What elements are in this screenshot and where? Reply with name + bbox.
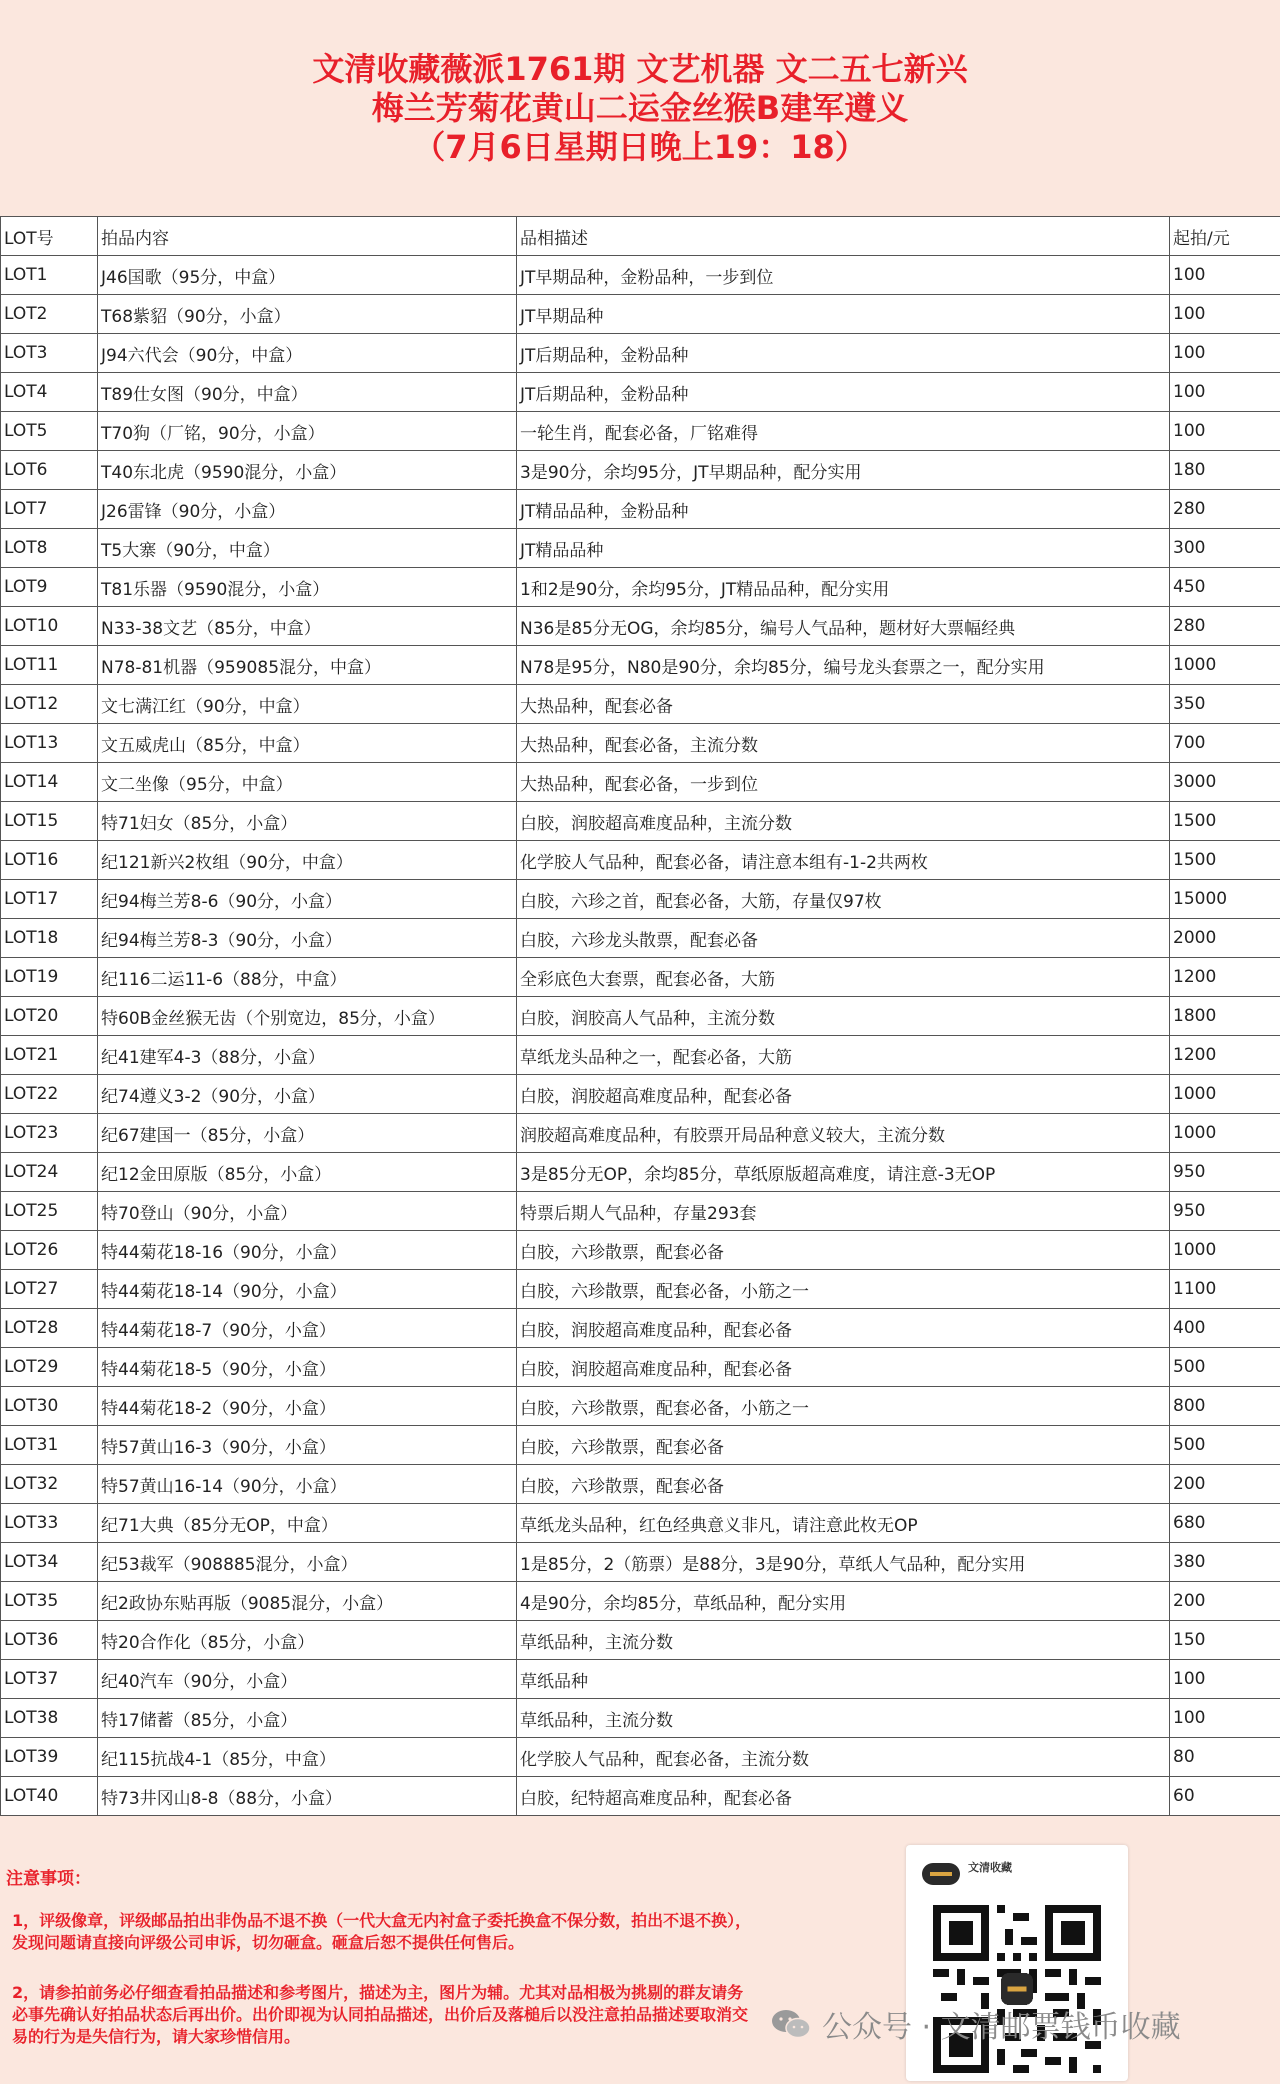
condition-cell: 白胶，六珍散票，配套必备 bbox=[517, 1426, 1170, 1465]
start-price-cell: 400 bbox=[1170, 1309, 1280, 1348]
table-row bbox=[1, 568, 1280, 607]
condition-cell: 3是85分无OP，余均85分，草纸原版超高难度，请注意-3无OP bbox=[517, 1153, 1170, 1192]
title-line-3: （7月6日星期日晚上19：18） bbox=[413, 128, 867, 166]
lot-number-cell: LOT16 bbox=[1, 841, 98, 880]
qr-code-icon bbox=[933, 1905, 1101, 2073]
table-row bbox=[1, 1777, 1280, 1816]
lot-number-cell: LOT30 bbox=[1, 1387, 98, 1426]
condition-cell: 大热品种，配套必备，主流分数 bbox=[517, 724, 1170, 763]
table-header-row bbox=[1, 217, 1280, 256]
start-price-cell: 100 bbox=[1170, 1660, 1280, 1699]
item-cell: T89仕女图（90分，中盒） bbox=[98, 373, 517, 412]
condition-cell: 全彩底色大套票，配套必备，大筋 bbox=[517, 958, 1170, 997]
item-cell: T68紫貂（90分，小盒） bbox=[98, 295, 517, 334]
table-row bbox=[1, 1426, 1280, 1465]
item-cell: 纪40汽车（90分，小盒） bbox=[98, 1660, 517, 1699]
item-cell: 纪116二运11-6（88分，中盒） bbox=[98, 958, 517, 997]
table-row bbox=[1, 1192, 1280, 1231]
header-banner bbox=[0, 0, 1280, 216]
item-cell: J26雷锋（90分，小盒） bbox=[98, 490, 517, 529]
start-price-cell: 1000 bbox=[1170, 1075, 1280, 1114]
table-row bbox=[1, 919, 1280, 958]
start-price-cell: 1000 bbox=[1170, 1114, 1280, 1153]
watermark bbox=[770, 2006, 1181, 2045]
start-price-cell: 2000 bbox=[1170, 919, 1280, 958]
table-row bbox=[1, 1309, 1280, 1348]
header-item: 拍品内容 bbox=[98, 217, 517, 256]
lot-number-cell: LOT9 bbox=[1, 568, 98, 607]
item-cell: N78-81机器（959085混分，中盒） bbox=[98, 646, 517, 685]
lot-number-cell: LOT13 bbox=[1, 724, 98, 763]
table-row bbox=[1, 1036, 1280, 1075]
lot-number-cell: LOT11 bbox=[1, 646, 98, 685]
item-cell: 纪94梅兰芳8-6（90分，小盒） bbox=[98, 880, 517, 919]
start-price-cell: 950 bbox=[1170, 1153, 1280, 1192]
lot-number-cell: LOT1 bbox=[1, 256, 98, 295]
condition-cell: 白胶，润胶高人气品种，主流分数 bbox=[517, 997, 1170, 1036]
header-condition: 品相描述 bbox=[517, 217, 1170, 256]
item-cell: 特70登山（90分，小盒） bbox=[98, 1192, 517, 1231]
item-cell: 特73井冈山8-8（88分，小盒） bbox=[98, 1777, 517, 1816]
item-cell: 纪67建国一（85分，小盒） bbox=[98, 1114, 517, 1153]
table-row bbox=[1, 373, 1280, 412]
lot-number-cell: LOT24 bbox=[1, 1153, 98, 1192]
start-price-cell: 100 bbox=[1170, 256, 1280, 295]
table-row bbox=[1, 1738, 1280, 1777]
start-price-cell: 680 bbox=[1170, 1504, 1280, 1543]
lot-number-cell: LOT40 bbox=[1, 1777, 98, 1816]
lot-number-cell: LOT6 bbox=[1, 451, 98, 490]
header-start-price: 起拍/元 bbox=[1170, 217, 1280, 256]
start-price-cell: 1200 bbox=[1170, 958, 1280, 997]
table-row bbox=[1, 1270, 1280, 1309]
condition-cell: 化学胶人气品种，配套必备，主流分数 bbox=[517, 1738, 1170, 1777]
lot-table bbox=[0, 216, 1280, 1816]
condition-cell: 白胶，润胶超高难度品种，主流分数 bbox=[517, 802, 1170, 841]
item-cell: 特44菊花18-2（90分，小盒） bbox=[98, 1387, 517, 1426]
item-cell: 特57黄山16-3（90分，小盒） bbox=[98, 1426, 517, 1465]
start-price-cell: 1800 bbox=[1170, 997, 1280, 1036]
qr-card-name: 文清收藏 bbox=[968, 1861, 1012, 1874]
lot-number-cell: LOT3 bbox=[1, 334, 98, 373]
lot-number-cell: LOT26 bbox=[1, 1231, 98, 1270]
condition-cell: 3是90分，余均95分，JT早期品种，配分实用 bbox=[517, 451, 1170, 490]
start-price-cell: 1000 bbox=[1170, 646, 1280, 685]
condition-cell: JT精品品种 bbox=[517, 529, 1170, 568]
start-price-cell: 100 bbox=[1170, 295, 1280, 334]
start-price-cell: 15000 bbox=[1170, 880, 1280, 919]
notes-title: 注意事项： bbox=[6, 1869, 91, 1889]
lot-number-cell: LOT29 bbox=[1, 1348, 98, 1387]
lot-number-cell: LOT22 bbox=[1, 1075, 98, 1114]
condition-cell: N36是85分无OG，余均85分，编号人气品种，题材好大票幅经典 bbox=[517, 607, 1170, 646]
note-item: 2，请参拍前务必仔细查看拍品描述和参考图片，描述为主，图片为辅。尤其对品相极为挑剔的群友请务必事先确认好拍品状态后再出价。出价即视为认同拍品描述，出价后及落槌后以没注意拍品描述要取消交易的行为是失信行为，请大家珍惜信用。 bbox=[12, 1983, 749, 2046]
header-lot-number: LOT号 bbox=[1, 217, 98, 256]
item-cell: 纪53裁军（908885混分，小盒） bbox=[98, 1543, 517, 1582]
lot-number-cell: LOT2 bbox=[1, 295, 98, 334]
item-cell: T70狗（厂铭，90分，小盒） bbox=[98, 412, 517, 451]
lot-table-body bbox=[1, 256, 1280, 1816]
table-row bbox=[1, 1153, 1280, 1192]
condition-cell: 化学胶人气品种，配套必备，请注意本组有-1-2共两枚 bbox=[517, 841, 1170, 880]
lot-number-cell: LOT25 bbox=[1, 1192, 98, 1231]
start-price-cell: 500 bbox=[1170, 1426, 1280, 1465]
start-price-cell: 950 bbox=[1170, 1192, 1280, 1231]
table-row bbox=[1, 646, 1280, 685]
item-cell: J94六代会（90分，中盒） bbox=[98, 334, 517, 373]
table-row bbox=[1, 1621, 1280, 1660]
lot-number-cell: LOT20 bbox=[1, 997, 98, 1036]
lot-number-cell: LOT39 bbox=[1, 1738, 98, 1777]
start-price-cell: 800 bbox=[1170, 1387, 1280, 1426]
wechat-icon bbox=[770, 2008, 812, 2040]
table-row bbox=[1, 1387, 1280, 1426]
lot-number-cell: LOT32 bbox=[1, 1465, 98, 1504]
table-row bbox=[1, 1699, 1280, 1738]
lot-number-cell: LOT27 bbox=[1, 1270, 98, 1309]
lot-number-cell: LOT33 bbox=[1, 1504, 98, 1543]
item-cell: 纪121新兴2枚组（90分，中盒） bbox=[98, 841, 517, 880]
start-price-cell: 180 bbox=[1170, 451, 1280, 490]
start-price-cell: 1000 bbox=[1170, 1231, 1280, 1270]
lot-number-cell: LOT18 bbox=[1, 919, 98, 958]
start-price-cell: 300 bbox=[1170, 529, 1280, 568]
item-cell: 纪115抗战4-1（85分，中盒） bbox=[98, 1738, 517, 1777]
item-cell: 纪71大典（85分无OP，中盒） bbox=[98, 1504, 517, 1543]
start-price-cell: 1500 bbox=[1170, 841, 1280, 880]
condition-cell: 草纸品种，主流分数 bbox=[517, 1621, 1170, 1660]
table-row bbox=[1, 412, 1280, 451]
lot-number-cell: LOT28 bbox=[1, 1309, 98, 1348]
item-cell: 特17储蓄（85分，小盒） bbox=[98, 1699, 517, 1738]
item-cell: 文七满江红（90分，中盒） bbox=[98, 685, 517, 724]
item-cell: 纪41建军4-3（88分，小盒） bbox=[98, 1036, 517, 1075]
table-row bbox=[1, 958, 1280, 997]
start-price-cell: 1500 bbox=[1170, 802, 1280, 841]
condition-cell: 大热品种，配套必备 bbox=[517, 685, 1170, 724]
condition-cell: JT早期品种，金粉品种，一步到位 bbox=[517, 256, 1170, 295]
table-row bbox=[1, 1504, 1280, 1543]
title-line-2: 梅兰芳菊花黄山二运金丝猴B建军遵义 bbox=[371, 89, 909, 127]
item-cell: 特57黄山16-14（90分，小盒） bbox=[98, 1465, 517, 1504]
condition-cell: 白胶，六珍散票，配套必备 bbox=[517, 1231, 1170, 1270]
item-cell: 特44菊花18-14（90分，小盒） bbox=[98, 1270, 517, 1309]
item-cell: J46国歌（95分，中盒） bbox=[98, 256, 517, 295]
start-price-cell: 200 bbox=[1170, 1465, 1280, 1504]
start-price-cell: 100 bbox=[1170, 373, 1280, 412]
lot-number-cell: LOT14 bbox=[1, 763, 98, 802]
condition-cell: 白胶，六珍散票，配套必备 bbox=[517, 1465, 1170, 1504]
lot-number-cell: LOT8 bbox=[1, 529, 98, 568]
table-row bbox=[1, 295, 1280, 334]
item-cell: 纪74遵义3-2（90分，小盒） bbox=[98, 1075, 517, 1114]
lot-number-cell: LOT37 bbox=[1, 1660, 98, 1699]
start-price-cell: 1100 bbox=[1170, 1270, 1280, 1309]
table-row bbox=[1, 529, 1280, 568]
table-row bbox=[1, 802, 1280, 841]
title-line-1: 文清收藏薇派1761期 文艺机器 文二五七新兴 bbox=[312, 50, 968, 88]
item-cell: T40东北虎（9590混分，小盒） bbox=[98, 451, 517, 490]
condition-cell: 草纸品种 bbox=[517, 1660, 1170, 1699]
start-price-cell: 100 bbox=[1170, 412, 1280, 451]
lot-number-cell: LOT36 bbox=[1, 1621, 98, 1660]
table-row bbox=[1, 1582, 1280, 1621]
start-price-cell: 60 bbox=[1170, 1777, 1280, 1816]
condition-cell: 一轮生肖，配套必备，厂铭难得 bbox=[517, 412, 1170, 451]
table-row bbox=[1, 451, 1280, 490]
table-row bbox=[1, 685, 1280, 724]
lot-number-cell: LOT17 bbox=[1, 880, 98, 919]
table-row bbox=[1, 880, 1280, 919]
lot-number-cell: LOT12 bbox=[1, 685, 98, 724]
notes-section bbox=[0, 1816, 1280, 2084]
table-row bbox=[1, 724, 1280, 763]
table-row bbox=[1, 763, 1280, 802]
condition-cell: 大热品种，配套必备，一步到位 bbox=[517, 763, 1170, 802]
table-row bbox=[1, 1660, 1280, 1699]
condition-cell: 1是85分，2（筋票）是88分，3是90分，草纸人气品种，配分实用 bbox=[517, 1543, 1170, 1582]
item-cell: 特44菊花18-7（90分，小盒） bbox=[98, 1309, 517, 1348]
item-cell: 特20合作化（85分，小盒） bbox=[98, 1621, 517, 1660]
lot-number-cell: LOT34 bbox=[1, 1543, 98, 1582]
condition-cell: 白胶，润胶超高难度品种，配套必备 bbox=[517, 1348, 1170, 1387]
lot-number-cell: LOT35 bbox=[1, 1582, 98, 1621]
start-price-cell: 150 bbox=[1170, 1621, 1280, 1660]
condition-cell: 润胶超高难度品种，有胶票开局品种意义较大，主流分数 bbox=[517, 1114, 1170, 1153]
start-price-cell: 380 bbox=[1170, 1543, 1280, 1582]
start-price-cell: 80 bbox=[1170, 1738, 1280, 1777]
start-price-cell: 500 bbox=[1170, 1348, 1280, 1387]
page-title bbox=[0, 50, 1280, 167]
item-cell: 纪94梅兰芳8-3（90分，小盒） bbox=[98, 919, 517, 958]
table-row bbox=[1, 1348, 1280, 1387]
condition-cell: 白胶，六珍散票，配套必备，小筋之一 bbox=[517, 1270, 1170, 1309]
item-cell: 纪12金田原版（85分，小盒） bbox=[98, 1153, 517, 1192]
start-price-cell: 1200 bbox=[1170, 1036, 1280, 1075]
start-price-cell: 200 bbox=[1170, 1582, 1280, 1621]
table-row bbox=[1, 1231, 1280, 1270]
condition-cell: 白胶，纪特超高难度品种，配套必备 bbox=[517, 1777, 1170, 1816]
condition-cell: JT早期品种 bbox=[517, 295, 1170, 334]
condition-cell: 白胶，六珍龙头散票，配套必备 bbox=[517, 919, 1170, 958]
lot-number-cell: LOT10 bbox=[1, 607, 98, 646]
condition-cell: 白胶，六珍散票，配套必备，小筋之一 bbox=[517, 1387, 1170, 1426]
table-row bbox=[1, 1114, 1280, 1153]
start-price-cell: 280 bbox=[1170, 490, 1280, 529]
item-cell: 特60B金丝猴无齿（个别宽边，85分，小盒） bbox=[98, 997, 517, 1036]
item-cell: 特44菊花18-16（90分，小盒） bbox=[98, 1231, 517, 1270]
item-cell: 特71妇女（85分，小盒） bbox=[98, 802, 517, 841]
start-price-cell: 3000 bbox=[1170, 763, 1280, 802]
start-price-cell: 280 bbox=[1170, 607, 1280, 646]
condition-cell: JT精品品种，金粉品种 bbox=[517, 490, 1170, 529]
condition-cell: 4是90分，余均85分，草纸品种，配分实用 bbox=[517, 1582, 1170, 1621]
condition-cell: 特票后期人气品种，存量293套 bbox=[517, 1192, 1170, 1231]
item-cell: 文二坐像（95分，中盒） bbox=[98, 763, 517, 802]
condition-cell: 草纸品种，主流分数 bbox=[517, 1699, 1170, 1738]
condition-cell: 白胶，润胶超高难度品种，配套必备 bbox=[517, 1309, 1170, 1348]
condition-cell: 草纸龙头品种之一，配套必备，大筋 bbox=[517, 1036, 1170, 1075]
table-row bbox=[1, 1075, 1280, 1114]
table-row bbox=[1, 841, 1280, 880]
table-row bbox=[1, 256, 1280, 295]
start-price-cell: 100 bbox=[1170, 334, 1280, 373]
item-cell: 特44菊花18-5（90分，小盒） bbox=[98, 1348, 517, 1387]
item-cell: N33-38文艺（85分，中盒） bbox=[98, 607, 517, 646]
lot-number-cell: LOT7 bbox=[1, 490, 98, 529]
start-price-cell: 100 bbox=[1170, 1699, 1280, 1738]
condition-cell: 白胶，六珍之首，配套必备，大筋，存量仅97枚 bbox=[517, 880, 1170, 919]
table-row bbox=[1, 997, 1280, 1036]
item-cell: 文五威虎山（85分，中盒） bbox=[98, 724, 517, 763]
condition-cell: 白胶，润胶超高难度品种，配套必备 bbox=[517, 1075, 1170, 1114]
table-row bbox=[1, 1465, 1280, 1504]
condition-cell: 1和2是90分，余均95分，JT精品品种，配分实用 bbox=[517, 568, 1170, 607]
watermark-text: 公众号 · 文清邮票钱币收藏 bbox=[822, 2010, 1181, 2045]
condition-cell: JT后期品种，金粉品种 bbox=[517, 373, 1170, 412]
lot-number-cell: LOT21 bbox=[1, 1036, 98, 1075]
item-cell: T81乐器（9590混分，小盒） bbox=[98, 568, 517, 607]
item-cell: 纪2政协东贴再版（9085混分，小盒） bbox=[98, 1582, 517, 1621]
lot-number-cell: LOT15 bbox=[1, 802, 98, 841]
note-item: 1，评级像章，评级邮品拍出非伪品不退不换（一代大盒无内衬盒子委托换盒不保分数，拍出不退不换），发现问题请直接向评级公司申诉，切勿砸盒。砸盒后恕不提供任何售后。 bbox=[12, 1911, 752, 1952]
start-price-cell: 450 bbox=[1170, 568, 1280, 607]
item-cell: T5大寨（90分，中盒） bbox=[98, 529, 517, 568]
shop-logo-icon bbox=[922, 1863, 960, 1885]
lot-number-cell: LOT38 bbox=[1, 1699, 98, 1738]
table-row bbox=[1, 1543, 1280, 1582]
table-row bbox=[1, 490, 1280, 529]
lot-number-cell: LOT5 bbox=[1, 412, 98, 451]
condition-cell: N78是95分，N80是90分，余均85分，编号龙头套票之一，配分实用 bbox=[517, 646, 1170, 685]
start-price-cell: 700 bbox=[1170, 724, 1280, 763]
condition-cell: JT后期品种，金粉品种 bbox=[517, 334, 1170, 373]
lot-number-cell: LOT23 bbox=[1, 1114, 98, 1153]
start-price-cell: 350 bbox=[1170, 685, 1280, 724]
lot-number-cell: LOT19 bbox=[1, 958, 98, 997]
lot-number-cell: LOT31 bbox=[1, 1426, 98, 1465]
lot-number-cell: LOT4 bbox=[1, 373, 98, 412]
condition-cell: 草纸龙头品种，红色经典意义非凡，请注意此枚无OP bbox=[517, 1504, 1170, 1543]
table-row bbox=[1, 334, 1280, 373]
table-row bbox=[1, 607, 1280, 646]
